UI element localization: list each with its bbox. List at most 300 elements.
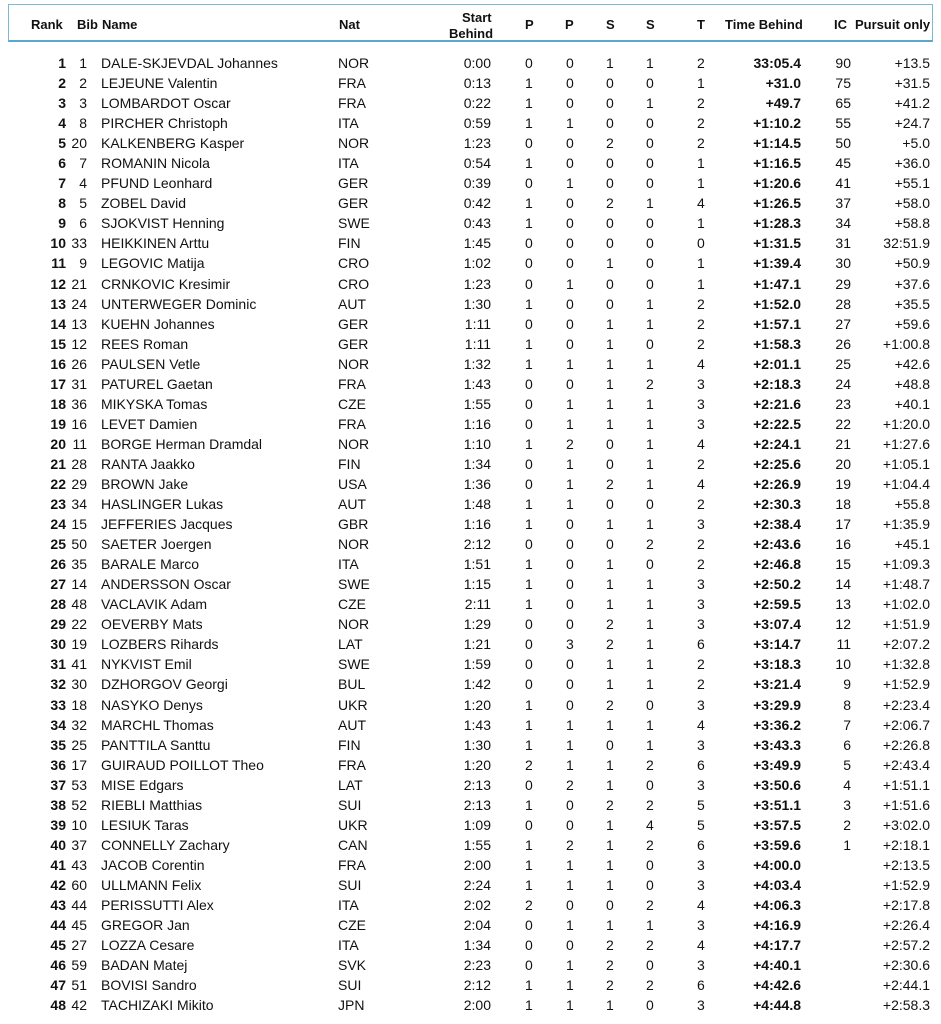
prone-1-cell: 1 — [525, 696, 533, 713]
pursuit-only-cell: +1:02.0 — [882, 596, 930, 613]
bib-cell: 32 — [71, 716, 87, 733]
pursuit-only-cell: +2:58.3 — [882, 997, 930, 1014]
start-behind-cell: 1:43 — [463, 375, 491, 392]
pursuit-only-cell: +45.1 — [894, 536, 930, 553]
bib-cell: 24 — [71, 295, 87, 312]
ic-points-cell: 1 — [843, 836, 851, 853]
total-penalties-cell: 1 — [697, 275, 705, 292]
time-behind-cell: +2:01.1 — [753, 355, 801, 372]
prone-2-cell: 1 — [566, 355, 574, 372]
nation-cell: CZE — [338, 596, 366, 613]
pursuit-only-cell: +1:51.6 — [882, 796, 930, 813]
athlete-name-cell: DZHORGOV Georgi — [101, 676, 228, 693]
start-behind-cell: 1:23 — [463, 135, 491, 152]
nation-cell: CZE — [338, 917, 366, 934]
nation-cell: GER — [338, 335, 369, 352]
prone-1-cell: 1 — [525, 295, 533, 312]
ic-points-cell: 7 — [843, 716, 851, 733]
nation-cell: SWE — [338, 576, 370, 593]
standing-2-cell: 1 — [646, 315, 654, 332]
rank-cell: 34 — [50, 716, 66, 733]
time-behind-cell: +1:10.2 — [753, 115, 801, 132]
standing-2-cell: 2 — [646, 836, 654, 853]
prone-2-cell: 0 — [566, 255, 574, 272]
prone-2-cell: 1 — [566, 115, 574, 132]
standing-1-cell: 2 — [606, 636, 614, 653]
standing-2-cell: 1 — [646, 736, 654, 753]
start-behind-cell: 1:34 — [463, 937, 491, 954]
prone-2-cell: 1 — [566, 395, 574, 412]
time-behind-cell: +2:59.5 — [753, 596, 801, 613]
header-p2: P — [565, 17, 574, 32]
header-rank: Rank — [31, 17, 63, 32]
standing-2-cell: 0 — [646, 135, 654, 152]
time-behind-cell: +3:50.6 — [753, 776, 801, 793]
standing-1-cell: 1 — [606, 355, 614, 372]
athlete-name-cell: RIEBLI Matthias — [101, 796, 203, 813]
standing-1-cell: 0 — [606, 275, 614, 292]
table-row — [0, 795, 941, 815]
pursuit-only-cell: +42.6 — [894, 355, 930, 372]
table-row — [0, 915, 941, 935]
prone-2-cell: 0 — [566, 235, 574, 252]
table-row — [0, 614, 941, 634]
pursuit-only-cell: +1:51.9 — [882, 616, 930, 633]
prone-2-cell: 0 — [566, 155, 574, 172]
athlete-name-cell: GUIRAUD POILLOT Theo — [101, 756, 264, 773]
prone-2-cell: 1 — [566, 455, 574, 472]
bib-cell: 15 — [71, 516, 87, 533]
prone-1-cell: 1 — [525, 335, 533, 352]
standing-2-cell: 1 — [646, 475, 654, 492]
athlete-name-cell: BARALE Marco — [101, 556, 200, 573]
nation-cell: FIN — [338, 455, 361, 472]
prone-1-cell: 1 — [525, 997, 533, 1014]
ic-points-cell: 22 — [835, 415, 851, 432]
total-penalties-cell: 4 — [697, 475, 705, 492]
ic-points-cell: 10 — [835, 656, 851, 673]
nation-cell: ITA — [338, 937, 359, 954]
start-behind-cell: 1:36 — [463, 475, 491, 492]
start-behind-cell: 1:11 — [464, 315, 491, 332]
pursuit-only-cell: +5.0 — [902, 135, 930, 152]
nation-cell: AUT — [338, 496, 366, 513]
nation-cell: LAT — [338, 776, 363, 793]
standing-1-cell: 2 — [606, 937, 614, 954]
prone-1-cell: 0 — [525, 475, 533, 492]
rank-cell: 23 — [50, 496, 66, 513]
prone-2-cell: 0 — [566, 75, 574, 92]
standing-1-cell: 2 — [606, 195, 614, 212]
table-header — [8, 4, 933, 42]
prone-1-cell: 0 — [525, 255, 533, 272]
pursuit-only-cell: +1:52.9 — [882, 676, 930, 693]
total-penalties-cell: 2 — [697, 295, 705, 312]
prone-2-cell: 2 — [566, 836, 574, 853]
start-behind-cell: 1:30 — [463, 295, 491, 312]
prone-2-cell: 0 — [566, 375, 574, 392]
table-row — [0, 494, 941, 514]
nation-cell: USA — [338, 475, 367, 492]
pursuit-only-cell: 32:51.9 — [883, 235, 930, 252]
standing-1-cell: 1 — [606, 375, 614, 392]
header-s2: S — [646, 17, 655, 32]
nation-cell: FIN — [338, 235, 361, 252]
standing-1-cell: 0 — [606, 736, 614, 753]
pursuit-only-cell: +1:00.8 — [882, 335, 930, 352]
prone-2-cell: 1 — [566, 275, 574, 292]
standing-2-cell: 1 — [646, 55, 654, 71]
standing-1-cell: 1 — [606, 556, 614, 573]
table-row — [0, 815, 941, 835]
ic-points-cell: 90 — [835, 55, 851, 71]
start-behind-cell: 1:51 — [463, 556, 491, 573]
bib-cell: 12 — [71, 335, 87, 352]
table-row — [0, 233, 941, 253]
header-t: T — [697, 17, 705, 32]
standing-1-cell: 1 — [606, 656, 614, 673]
bib-cell: 21 — [71, 275, 87, 292]
pursuit-only-cell: +2:18.1 — [882, 836, 930, 853]
bib-cell: 43 — [71, 856, 87, 873]
time-behind-cell: +3:29.9 — [753, 696, 801, 713]
standing-1-cell: 1 — [606, 856, 614, 873]
prone-2-cell: 1 — [566, 977, 574, 994]
start-behind-cell: 1:09 — [463, 816, 491, 833]
start-behind-cell: 0:13 — [463, 75, 491, 92]
nation-cell: FIN — [338, 736, 361, 753]
ic-points-cell: 21 — [835, 435, 851, 452]
start-behind-cell: 2:13 — [463, 796, 491, 813]
table-row — [0, 955, 941, 975]
prone-2-cell: 0 — [566, 315, 574, 332]
header-nat: Nat — [339, 17, 360, 32]
rank-cell: 35 — [50, 736, 66, 753]
table-row — [0, 193, 941, 213]
total-penalties-cell: 3 — [697, 596, 705, 613]
table-row — [0, 875, 941, 895]
time-behind-cell: +3:59.6 — [753, 836, 801, 853]
bib-cell: 16 — [71, 415, 87, 432]
bib-cell: 44 — [71, 896, 87, 913]
start-behind-cell: 2:04 — [463, 917, 491, 934]
prone-1-cell: 0 — [525, 656, 533, 673]
prone-2-cell: 0 — [566, 195, 574, 212]
standing-1-cell: 1 — [606, 255, 614, 272]
standing-1-cell: 1 — [606, 676, 614, 693]
pursuit-only-cell: +1:48.7 — [882, 576, 930, 593]
time-behind-cell: +4:16.9 — [753, 917, 801, 934]
total-penalties-cell: 3 — [697, 415, 705, 432]
ic-points-cell: 23 — [835, 395, 851, 412]
standing-2-cell: 4 — [646, 816, 654, 833]
header-ic: IC — [834, 17, 847, 32]
nation-cell: CAN — [338, 836, 368, 853]
time-behind-cell: +4:17.7 — [753, 937, 801, 954]
start-behind-cell: 1:11 — [464, 335, 491, 352]
rank-cell: 39 — [50, 816, 66, 833]
standing-2-cell: 0 — [646, 556, 654, 573]
start-behind-cell: 0:00 — [463, 55, 491, 71]
pursuit-only-cell: +1:20.0 — [882, 415, 930, 432]
standing-2-cell: 0 — [646, 215, 654, 232]
table-row — [0, 53, 941, 73]
ic-points-cell: 45 — [835, 155, 851, 172]
rank-cell: 8 — [58, 195, 66, 212]
bib-cell: 27 — [71, 937, 87, 954]
table-row — [0, 73, 941, 93]
rank-cell: 1 — [58, 55, 66, 71]
time-behind-cell: +1:31.5 — [753, 235, 801, 252]
ic-points-cell: 16 — [835, 536, 851, 553]
pursuit-only-cell: +50.9 — [894, 255, 930, 272]
standing-2-cell: 1 — [646, 195, 654, 212]
nation-cell: UKR — [338, 696, 368, 713]
prone-1-cell: 0 — [525, 636, 533, 653]
prone-1-cell: 1 — [525, 977, 533, 994]
start-behind-cell: 0:54 — [463, 155, 491, 172]
time-behind-cell: +2:22.5 — [753, 415, 801, 432]
standing-1-cell: 1 — [606, 997, 614, 1014]
prone-1-cell: 0 — [525, 776, 533, 793]
standing-2-cell: 2 — [646, 536, 654, 553]
pursuit-only-cell: +2:30.6 — [882, 957, 930, 974]
time-behind-cell: +3:21.4 — [753, 676, 801, 693]
bib-cell: 14 — [71, 576, 87, 593]
rank-cell: 37 — [50, 776, 66, 793]
standing-2-cell: 1 — [646, 395, 654, 412]
table-row — [0, 634, 941, 654]
athlete-name-cell: JACOB Corentin — [101, 856, 205, 873]
table-row — [0, 554, 941, 574]
standing-1-cell: 0 — [606, 215, 614, 232]
prone-1-cell: 1 — [525, 115, 533, 132]
header-start-line1: Start — [462, 10, 492, 25]
table-row — [0, 654, 941, 674]
bib-cell: 26 — [71, 355, 87, 372]
ic-points-cell: 28 — [835, 295, 851, 312]
standing-1-cell: 2 — [606, 696, 614, 713]
table-row — [0, 434, 941, 454]
prone-1-cell: 1 — [525, 556, 533, 573]
athlete-name-cell: LESIUK Taras — [101, 816, 189, 833]
start-behind-cell: 1:10 — [463, 435, 491, 452]
bib-cell: 3 — [79, 95, 87, 112]
rank-cell: 16 — [50, 355, 66, 372]
total-penalties-cell: 0 — [697, 235, 705, 252]
time-behind-cell: +2:43.6 — [753, 536, 801, 553]
table-row — [0, 474, 941, 494]
time-behind-cell: +4:40.1 — [753, 957, 801, 974]
total-penalties-cell: 3 — [697, 736, 705, 753]
start-behind-cell: 1:59 — [463, 656, 491, 673]
athlete-name-cell: SJOKVIST Henning — [101, 215, 225, 232]
prone-2-cell: 0 — [566, 556, 574, 573]
standing-1-cell: 0 — [606, 896, 614, 913]
ic-points-cell: 24 — [835, 375, 851, 392]
rank-cell: 20 — [50, 435, 66, 452]
athlete-name-cell: PFUND Leonhard — [101, 175, 213, 192]
prone-1-cell: 1 — [525, 836, 533, 853]
total-penalties-cell: 2 — [697, 115, 705, 132]
start-behind-cell: 1:16 — [463, 516, 491, 533]
pursuit-only-cell: +1:32.8 — [882, 656, 930, 673]
bib-cell: 53 — [71, 776, 87, 793]
total-penalties-cell: 3 — [697, 776, 705, 793]
rank-cell: 36 — [50, 756, 66, 773]
start-behind-cell: 2:23 — [463, 957, 491, 974]
nation-cell: CZE — [338, 395, 366, 412]
ic-points-cell: 50 — [835, 135, 851, 152]
pursuit-only-cell: +1:04.4 — [882, 475, 930, 492]
time-behind-cell: +3:57.5 — [753, 816, 801, 833]
pursuit-only-cell: +3:02.0 — [882, 816, 930, 833]
pursuit-only-cell: +31.5 — [894, 75, 930, 92]
standing-1-cell: 2 — [606, 957, 614, 974]
pursuit-only-cell: +2:57.2 — [882, 937, 930, 954]
athlete-name-cell: BROWN Jake — [101, 475, 189, 492]
ic-points-cell: 2 — [843, 816, 851, 833]
standing-1-cell: 1 — [606, 776, 614, 793]
prone-2-cell: 0 — [566, 656, 574, 673]
nation-cell: BUL — [338, 676, 366, 693]
table-row — [0, 354, 941, 374]
pursuit-only-cell: +1:09.3 — [882, 556, 930, 573]
athlete-name-cell: PATUREL Gaetan — [101, 375, 213, 392]
ic-points-cell: 6 — [843, 736, 851, 753]
start-behind-cell: 1:42 — [463, 676, 491, 693]
standing-2-cell: 1 — [646, 576, 654, 593]
total-penalties-cell: 3 — [697, 375, 705, 392]
ic-points-cell: 14 — [835, 576, 851, 593]
ic-points-cell: 30 — [835, 255, 851, 272]
nation-cell: NOR — [338, 435, 370, 452]
bib-cell: 59 — [71, 957, 87, 974]
standing-1-cell: 1 — [606, 876, 614, 893]
rank-cell: 7 — [58, 175, 66, 192]
table-row — [0, 975, 941, 995]
header-name: Name — [102, 17, 138, 32]
prone-2-cell: 1 — [566, 496, 574, 513]
prone-2-cell: 0 — [566, 516, 574, 533]
standing-2-cell: 1 — [646, 656, 654, 673]
time-behind-cell: +4:44.8 — [753, 997, 801, 1014]
pursuit-only-cell: +1:52.9 — [882, 876, 930, 893]
start-behind-cell: 2:00 — [463, 856, 491, 873]
pursuit-only-cell: +55.1 — [894, 175, 930, 192]
standing-2-cell: 0 — [646, 776, 654, 793]
ic-points-cell: 31 — [835, 235, 851, 252]
athlete-name-cell: BOVISI Sandro — [101, 977, 197, 994]
nation-cell: UKR — [338, 816, 368, 833]
time-behind-cell: +3:18.3 — [753, 656, 801, 673]
standing-2-cell: 1 — [646, 455, 654, 472]
pursuit-only-cell: +2:43.4 — [882, 756, 930, 773]
start-behind-cell: 2:02 — [463, 896, 491, 913]
athlete-name-cell: BORGE Herman Dramdal — [101, 435, 263, 452]
bib-cell: 31 — [71, 375, 87, 392]
prone-1-cell: 1 — [525, 596, 533, 613]
time-behind-cell: +2:25.6 — [753, 455, 801, 472]
total-penalties-cell: 6 — [697, 636, 705, 653]
rank-cell: 17 — [50, 375, 66, 392]
athlete-name-cell: VACLAVIK Adam — [101, 596, 208, 613]
pursuit-only-cell: +41.2 — [894, 95, 930, 112]
table-row — [0, 995, 941, 1015]
rank-cell: 45 — [50, 937, 66, 954]
total-penalties-cell: 2 — [697, 335, 705, 352]
rank-cell: 27 — [50, 576, 66, 593]
bib-cell: 8 — [79, 115, 87, 132]
prone-2-cell: 0 — [566, 335, 574, 352]
table-row — [0, 414, 941, 434]
bib-cell: 28 — [71, 455, 87, 472]
bib-cell: 18 — [71, 696, 87, 713]
start-behind-cell: 1:02 — [463, 255, 491, 272]
pursuit-only-cell: +2:26.4 — [882, 917, 930, 934]
standing-2-cell: 0 — [646, 115, 654, 132]
standing-2-cell: 1 — [646, 516, 654, 533]
nation-cell: ITA — [338, 556, 359, 573]
athlete-name-cell: LOZZA Cesare — [101, 937, 195, 954]
rank-cell: 2 — [58, 75, 66, 92]
total-penalties-cell: 4 — [697, 195, 705, 212]
start-behind-cell: 1:30 — [463, 736, 491, 753]
table-row — [0, 93, 941, 113]
standing-2-cell: 0 — [646, 876, 654, 893]
standing-1-cell: 0 — [606, 155, 614, 172]
total-penalties-cell: 6 — [697, 836, 705, 853]
table-row — [0, 835, 941, 855]
rank-cell: 11 — [51, 255, 66, 272]
athlete-name-cell: TACHIZAKI Mikito — [101, 997, 214, 1014]
pursuit-only-cell: +55.8 — [894, 496, 930, 513]
athlete-name-cell: MARCHL Thomas — [101, 716, 214, 733]
pursuit-only-cell: +58.0 — [894, 195, 930, 212]
prone-2-cell: 1 — [566, 756, 574, 773]
ic-points-cell: 8 — [843, 696, 851, 713]
athlete-name-cell: KUEHN Johannes — [101, 315, 215, 332]
prone-1-cell: 1 — [525, 516, 533, 533]
athlete-name-cell: CRNKOVIC Kresimir — [101, 275, 231, 292]
prone-2-cell: 0 — [566, 536, 574, 553]
standing-2-cell: 1 — [646, 295, 654, 312]
time-behind-cell: +2:26.9 — [753, 475, 801, 492]
bib-cell: 22 — [71, 616, 87, 633]
bib-cell: 51 — [71, 977, 87, 994]
total-penalties-cell: 2 — [697, 676, 705, 693]
athlete-name-cell: OEVERBY Mats — [101, 616, 203, 633]
prone-1-cell: 0 — [525, 616, 533, 633]
start-behind-cell: 0:42 — [463, 195, 491, 212]
athlete-name-cell: ULLMANN Felix — [101, 876, 202, 893]
time-behind-cell: +2:30.3 — [753, 496, 801, 513]
ic-points-cell: 5 — [843, 756, 851, 773]
table-row — [0, 374, 941, 394]
start-behind-cell: 1:15 — [463, 576, 491, 593]
rank-cell: 13 — [50, 295, 66, 312]
start-behind-cell: 1:45 — [463, 235, 491, 252]
bib-cell: 20 — [71, 135, 87, 152]
start-behind-cell: 1:55 — [463, 395, 491, 412]
pursuit-only-cell: +2:17.8 — [882, 896, 930, 913]
standing-2-cell: 1 — [646, 415, 654, 432]
nation-cell: FRA — [338, 756, 366, 773]
table-row — [0, 775, 941, 795]
prone-2-cell: 0 — [566, 596, 574, 613]
rank-cell: 46 — [50, 957, 66, 974]
start-behind-cell: 0:59 — [463, 115, 491, 132]
